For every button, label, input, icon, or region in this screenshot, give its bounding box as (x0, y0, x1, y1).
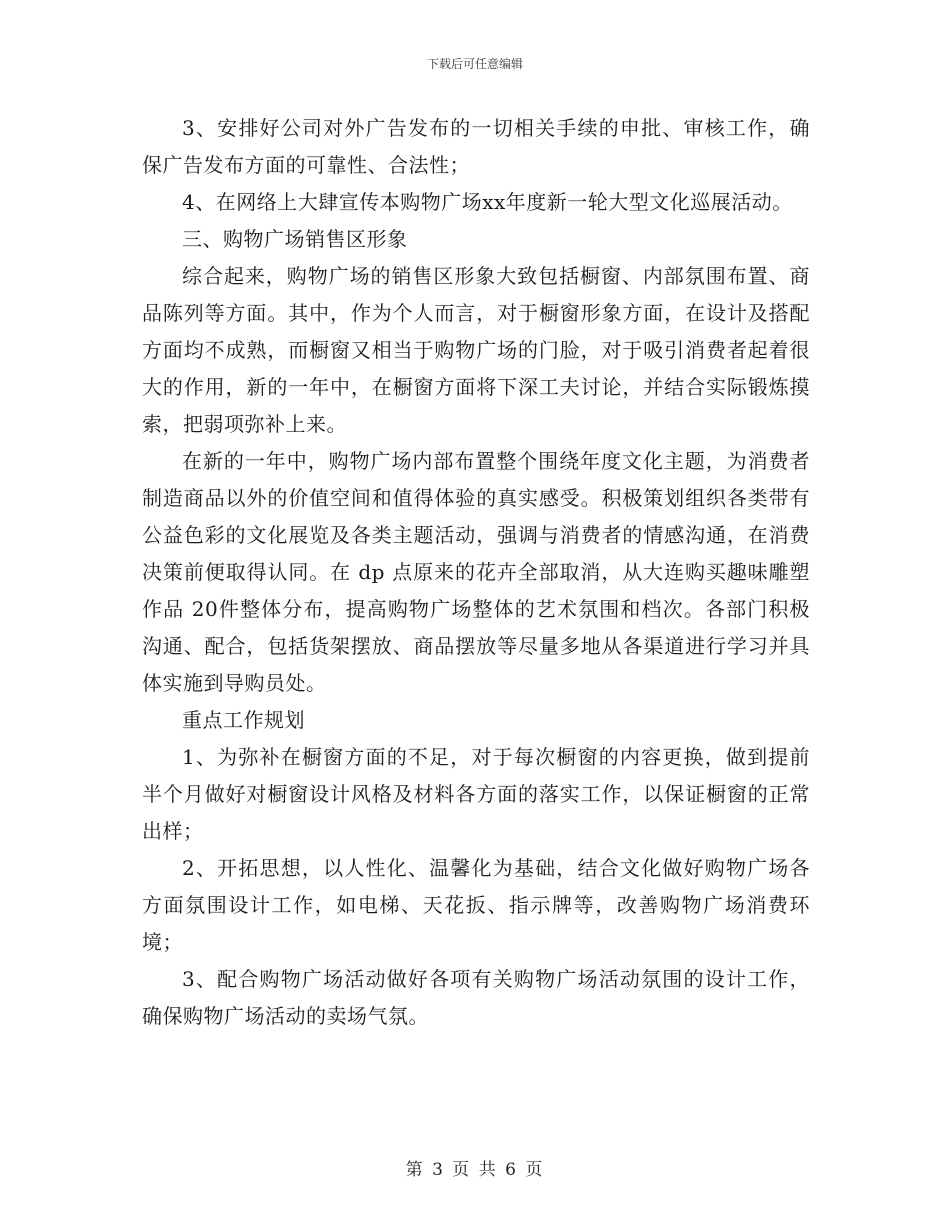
paragraph: 综合起来，购物广场的销售区形象大致包括橱窗、内部氛围布置、商品陈列等方面。其中，作为个人而言，对于橱窗形象方面，在设计及搭配方面均不成熟，而橱窗又相当于购物广场的门脸，对于吸引消费者起着很大的作用，新的一年中，在橱窗方面将下深工夫讨论，并结合实际锻炼摸索，把弱项弥补上来。 (142, 264, 810, 436)
section-heading: 重点工作规划 (182, 708, 305, 732)
header-note: 下载后可任意编辑 (426, 57, 523, 71)
paragraph: 1、为弥补在橱窗方面的不足，对于每次橱窗的内容更换，做到提前半个月做好对橱窗设计风格及材料各方面的落实工作，以保证橱窗的正常出样； (142, 745, 810, 843)
paragraph: 3、配合购物广场活动做好各项有关购物广场活动氛围的设计工作，确保购物广场活动的卖场气氛。 (142, 967, 810, 1028)
section-heading: 三、购物广场销售区形象 (182, 227, 408, 251)
paragraph: 2、开拓思想，以人性化、温馨化为基础，结合文化做好购物广场各方面氛围设计工作，如电梯、天花扳、指示牌等，改善购物广场消费环境； (142, 856, 810, 954)
paragraph: 3、安排好公司对外广告发布的一切相关手续的申批、审核工作，确保广告发布方面的可靠性、合法性； (142, 116, 810, 177)
document-body (142, 110, 810, 1035)
page-number: 第 3 页 共 6 页 (405, 1160, 545, 1180)
paragraph: 4、在网络上大肆宣传本购物广场xx年度新一轮大型文化巡展活动。 (182, 190, 793, 214)
paragraph: 在新的一年中，购物广场内部布置整个围绕年度文化主题，为消费者制造商品以外的价值空间和值得体验的真实感受。积极策划组织各类带有公益色彩的文化展览及各类主题活动，强调与消费者的情感沟通，在消费决策前便取得认同。在 dp 点原来的花卉全部取消，从大连购买趣味雕塑作品 20件整体分布，提高购物广场整体的艺术氛围和档次。各部门积极沟通、配合，包括货架摆放、商品摆放等尽量多地从各渠道进行学习并具体实施到导购员处。 (142, 449, 810, 695)
